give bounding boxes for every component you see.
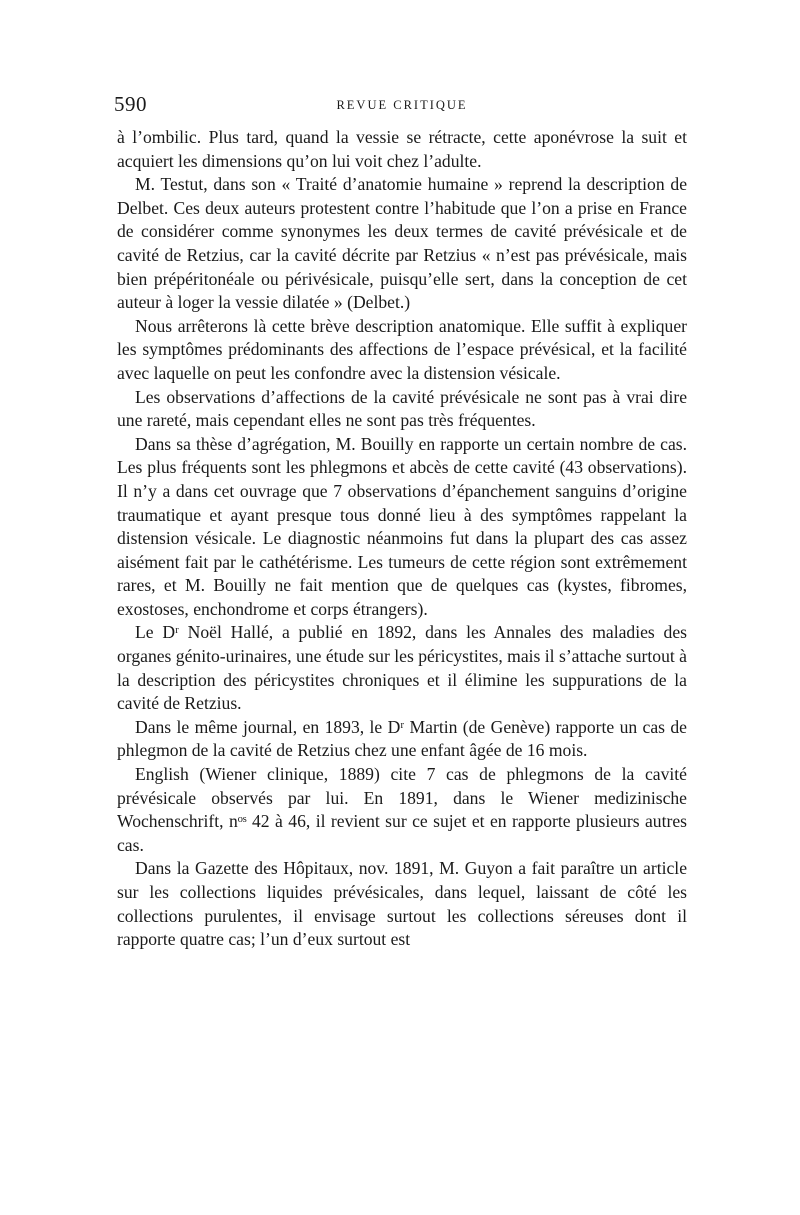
- paragraph: Le Dʳ Noël Hallé, a publié en 1892, dans les Annales des maladies des organes génito-urinaires, une étude sur les péricystites, mais il s’attache surtout à la description des péricystites chroniques et il élimine les suppurations de la cavité de Retzius.: [117, 622, 687, 714]
- paragraph: Les observations d’affections de la cavité prévésicale ne sont pas à vrai dire une rareté, mais cependant elles ne sont pas très fréquentes.: [117, 386, 687, 431]
- paragraph: Dans la Gazette des Hôpitaux, nov. 1891, M. Guyon a fait paraître un article sur les collections liquides prévésicales, dans lequel, laissant de côté les collections purulentes, il envisage surtout les collections séreuses dont il rapporte quatre cas; l’un d’eux surtout est: [117, 858, 687, 950]
- paragraph: M. Testut, dans son « Traité d’anatomie humaine » reprend la description de Delbet. Ces deux auteurs protestent contre l’habitude que l’on a prise en France de considérer comme synonymes les deux termes de cavité prévésicale et de cavité de Retzius, car la cavité décrite par Retzius « n’est pas prévésicale, mais bien prépéritonéale ou périvésicale, puisqu’elle sert, dans la conception de cet auteur à loger la vessie dilatée » (Delbet.): [117, 174, 687, 313]
- paragraph: Dans le même journal, en 1893, le Dʳ Martin (de Genève) rapporte un cas de phlegmon de la cavité de Retzius chez une enfant âgée de 16 mois.: [117, 716, 687, 761]
- body-text: [117, 126, 687, 952]
- paragraph: Dans sa thèse d’agrégation, M. Bouilly en rapporte un certain nombre de cas. Les plus fréquents sont les phlegmons et abcès de cette cavité (43 observations). Il n’y a dans cet ouvrage que 7 observations d’épanchement sanguins d’origine traumatique et ayant presque tous donné lieu à des symptômes rappelant la distension vésicale. Le diagnostic néanmoins fut dans la plupart des cas assez aisément fait par le cathétérisme. Les tumeurs de cette région sont extrêmement rares, et M. Bouilly ne fait mention que de quelques cas (kystes, fibromes, exostoses, enchondrome et corps étrangers).: [117, 433, 687, 619]
- running-title: REVUE CRITIQUE: [336, 98, 468, 112]
- book-page: [114, 92, 687, 952]
- paragraph: English (Wiener clinique, 1889) cite 7 cas de phlegmons de la cavité prévésicale observés par lui. En 1891, dans le Wiener medizinische Wochenschrift, nᵒˢ 42 à 46, il revient sur ce sujet et en rapporte plusieurs autres cas.: [117, 764, 687, 855]
- page-number: 590: [114, 92, 147, 116]
- paragraph: à l’ombilic. Plus tard, quand la vessie se rétracte, cette aponévrose la suit et acquiert les dimensions qu’on lui voit chez l’adulte.: [117, 127, 687, 171]
- paragraph: Nous arrêterons là cette brève description anatomique. Elle suffit à expliquer les symptômes prédominants des affections de l’espace prévésical, et la facilité avec laquelle on peut les confondre avec la distension vésicale.: [117, 315, 687, 383]
- running-head: [114, 92, 687, 122]
